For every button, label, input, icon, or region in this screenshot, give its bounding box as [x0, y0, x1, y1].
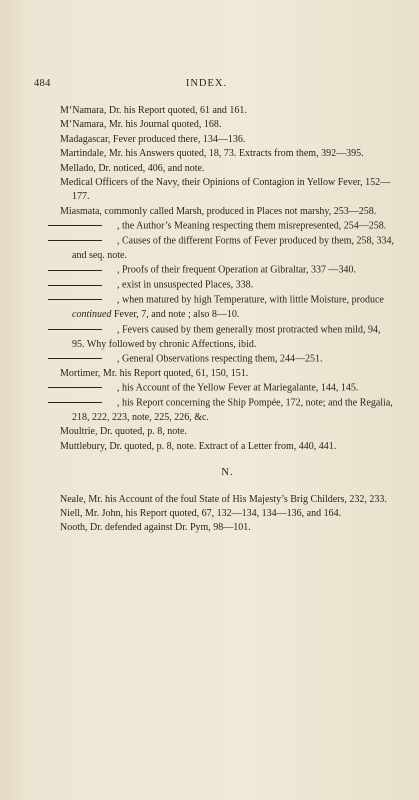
section-letter-n: N.	[221, 467, 234, 479]
index-entry	[60, 205, 395, 219]
entry-text: , Proofs of their frequent Operation at Gibraltar, 337 —340.	[117, 264, 356, 276]
index-entry	[60, 133, 395, 147]
index-entry	[60, 219, 395, 234]
ditto-dash	[60, 381, 114, 395]
index-entry	[60, 162, 395, 176]
entry-text: Muttlebury, Dr. quoted, p. 8, note. Extract of a Letter from, 440, 441.	[60, 440, 337, 452]
index-entry	[60, 147, 395, 161]
index-entry	[60, 263, 395, 278]
entry-text: Moultrie, Dr. quoted, p. 8, note.	[60, 426, 187, 438]
index-entry	[60, 396, 395, 425]
ditto-dash	[60, 323, 114, 337]
index-entry	[60, 352, 395, 367]
ditto-dash	[60, 219, 114, 233]
index-entry	[60, 323, 395, 352]
ditto-dash	[60, 234, 114, 248]
index-entry	[60, 118, 395, 132]
index-entry	[60, 176, 395, 205]
entry-text: Madagascar, Fever produced there, 134—136.	[60, 133, 246, 145]
index-entry	[60, 440, 395, 454]
entry-text: , his Report concerning the Ship Pompée, 172, note; and the Regalia, 218, 222, 223, note, 225, 226, &c.	[72, 397, 393, 424]
ditto-dash	[60, 293, 114, 307]
entry-text: Miasmata, commonly called Marsh, produced in Places not marshy, 253—258.	[60, 205, 377, 217]
entry-text-rest: Fever, 7, and note ; also 8—10.	[111, 309, 240, 321]
page-header	[34, 78, 379, 96]
index-entry	[60, 293, 395, 322]
entry-text: , Causes of the different Forms of Fever produced by them, 258, 334, and seq. note.	[72, 235, 394, 262]
index-entry	[60, 278, 395, 293]
entry-text: , General Observations respecting them, 244—251.	[117, 353, 323, 365]
index-entry	[60, 234, 395, 263]
entry-text: Mortimer, Mr. his Report quoted, 61, 150, 151.	[60, 367, 249, 379]
entry-text: M‘Namara, Mr. his Journal quoted, 168.	[60, 119, 222, 131]
ditto-dash	[60, 263, 114, 277]
entry-text: Neale, Mr. his Account of the foul State of His Majesty’s Brig Childers, 232, 233.	[60, 493, 387, 505]
index-section-n	[60, 493, 395, 536]
index-entry	[60, 507, 395, 521]
entry-text: Martindale, Mr. his Answers quoted, 18, 73. Extracts from them, 392—395.	[60, 148, 364, 160]
index-body	[60, 104, 395, 536]
ditto-dash	[60, 352, 114, 366]
entry-italic-text: continued	[72, 309, 112, 321]
entry-text: Medical Officers of the Navy, their Opinions of Contagion in Yellow Fever, 152—177.	[60, 177, 391, 203]
ditto-dash	[60, 396, 114, 410]
entry-text: Nooth, Dr. defended against Dr. Pym, 98—101.	[60, 522, 251, 534]
index-entry	[60, 104, 395, 118]
entry-text: , the Author’s Meaning respecting them misrepresented, 254—258.	[117, 220, 387, 232]
ditto-dash	[60, 278, 114, 292]
entry-text: , Fevers caused by them generally most protracted when mild, 94, 95. Why followed by chronic Affections, ibid.	[72, 324, 381, 350]
index-entry	[60, 367, 395, 381]
entry-text: Niell, Mr. John, his Report quoted, 67, 132—134, 134—136, and 164.	[60, 508, 342, 520]
entry-text: , exist in unsuspected Places, 338.	[117, 279, 254, 291]
index-entry	[60, 425, 395, 439]
index-section-m	[60, 104, 395, 454]
entry-text: , when matured by high Temperature, with little Moisture, produce	[117, 294, 384, 306]
index-entry	[60, 493, 395, 507]
index-entry	[60, 521, 395, 535]
index-entry	[60, 381, 395, 396]
running-head: INDEX.	[185, 78, 228, 89]
page-number: 484	[34, 78, 51, 89]
entry-text: Mellado, Dr. noticed, 406, and note.	[60, 162, 205, 174]
entry-text: M‘Namara, Dr. his Report quoted, 61 and 161.	[60, 105, 247, 116]
entry-text: , his Account of the Yellow Fever at Mariegalante, 144, 145.	[117, 382, 359, 394]
